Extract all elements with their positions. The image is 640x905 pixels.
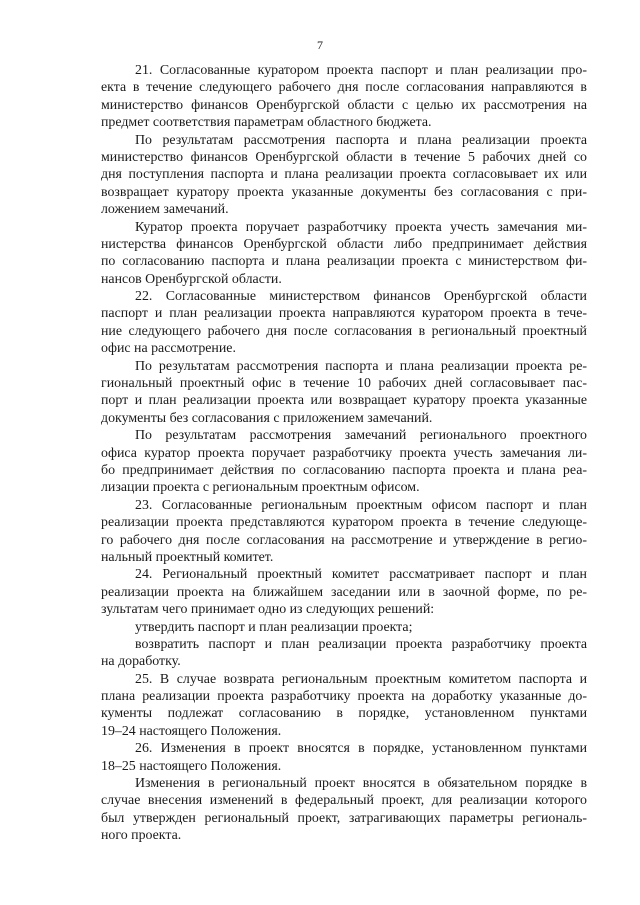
text-line: ложением замечаний. [101, 202, 229, 218]
text-line: дня поступления паспорта и плана реализации проекта согласовывает их или [101, 167, 587, 183]
text-line: министерство финансов Оренбургской области с целью их рассмотрения на [101, 97, 587, 113]
text-line: го рабочего дня после согласования на рассмотрение и утверждение в регио- [101, 532, 587, 548]
document-body [101, 62, 587, 845]
text-line: по согласованию паспорта и плана реализации проекта с министерством фи- [101, 254, 587, 270]
text-line: 25. В случае возврата региональным проектным комитетом паспорта и [135, 671, 587, 687]
text-line: По результатам рассмотрения замечаний регионального проектного [135, 428, 587, 444]
text-line: 26. Изменения в проект вносятся в порядке, установленном пунктами [135, 741, 587, 757]
text-line: 23. Согласованные региональным проектным офисом паспорт и план [135, 497, 587, 513]
text-line: был утвержден региональный проект, затрагивающих параметры региональ- [101, 810, 587, 826]
text-line: паспорт и план реализации проекта направляются куратором проекта в тече- [101, 306, 587, 322]
text-line: возвратить паспорт и план реализации проекта разработчику проекта [135, 636, 587, 652]
text-line: нистерства финансов Оренбургской области либо предпринимает действия [101, 236, 587, 252]
text-line: зультатам чего принимает одно из следующих решений: [101, 602, 435, 618]
text-line: министерство финансов Оренбургской области в течение 5 рабочих дней со [101, 149, 587, 165]
text-line: кументы подлежат согласованию в порядке, установленном пунктами [101, 706, 587, 722]
text-line: случае внесения изменений в федеральный проект, для реализации которого [101, 793, 587, 809]
text-line: 21. Согласованные куратором проекта паспорт и план реализации про- [135, 63, 587, 78]
text-line: на доработку. [101, 654, 181, 670]
text-line: порт и план реализации проекта или возвращает куратору проекта указанные [101, 393, 587, 409]
text-line: 22. Согласованные министерством финансов Оренбургской области [135, 289, 587, 305]
text-line: предмет соответствия параметрам областного бюджета. [101, 115, 432, 131]
text-line: утвердить паспорт и план реализации проекта; [135, 619, 413, 635]
text-line: По результатам рассмотрения паспорта и плана реализации проекта ре- [135, 358, 587, 374]
text-line: 18–25 настоящего Положения. [101, 758, 282, 774]
text-line: 19–24 настоящего Положения. [101, 723, 282, 739]
text-line: Изменения в региональный проект вносятся в обязательном порядке в [135, 776, 587, 792]
text-line: По результатам рассмотрения паспорта и плана реализации проекта [135, 132, 587, 148]
text-line: офис на рассмотрение. [101, 341, 236, 357]
text-line: 24. Региональный проектный комитет рассматривает паспорт и план [135, 567, 587, 583]
text-line: возвращает куратору проекта указанные документы без согласования с при- [101, 184, 587, 200]
text-line: документы без согласования с приложением замечаний. [101, 410, 433, 426]
text-line: екта в течение следующего рабочего дня после согласования направляются в [101, 80, 587, 96]
text-line: Куратор проекта поручает разработчику проекта учесть замечания ми- [135, 219, 587, 235]
text-line: лизации проекта с региональным проектным офисом. [101, 480, 420, 496]
text-line: ного проекта. [101, 828, 182, 844]
text-line: гиональный проектный офис в течение 10 рабочих дней согласовывает пас- [101, 376, 587, 392]
text-line: ние следующего рабочего дня после согласования в региональный проектный [101, 323, 587, 339]
text-line: реализации проекта на ближайшем заседании или в заочной форме, по ре- [101, 584, 587, 600]
text-line: плана реализации проекта разработчику проекта на доработку указанные до- [101, 689, 587, 705]
text-line: офиса куратор проекта поручает разработчику проекта учесть замечания ли- [101, 445, 587, 461]
text-line: бо предпринимает действия по согласованию паспорта проекта и плана реа- [101, 462, 587, 478]
text-line: нальный проектный комитет. [101, 549, 274, 565]
page-number: 7 [317, 38, 323, 52]
text-line: реализации проекта представляются куратором проекта в течение следующе- [101, 515, 587, 531]
text-line: нансов Оренбургской области. [101, 271, 282, 287]
